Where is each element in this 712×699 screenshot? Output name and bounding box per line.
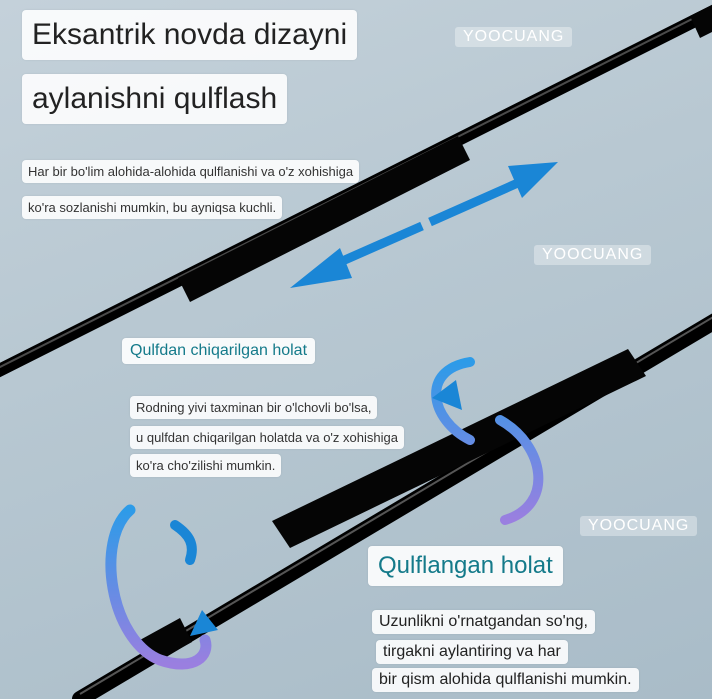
- watermark: YOOCUANG: [534, 245, 651, 265]
- intro-line-1: Har bir bo'lim alohida-alohida qulflanishi va o'z xohishiga: [22, 160, 359, 183]
- locked-line-1: Uzunlikni o'rnatgandan so'ng,: [372, 610, 595, 634]
- unlocked-line-3: ko'ra cho'zilishi mumkin.: [130, 454, 281, 477]
- unlocked-line-2: u qulfdan chiqarilgan holatda va o'z xohishiga: [130, 426, 404, 449]
- upper-telescopic-rod: [0, 5, 712, 375]
- locked-line-3: bir qism alohida qulflanishi mumkin.: [372, 668, 639, 692]
- unlocked-heading: Qulfdan chiqarilgan holat: [122, 338, 315, 364]
- intro-line-2: ko'ra sozlanishi mumkin, bu ayniqsa kuchli.: [22, 196, 282, 219]
- title-line-2: aylanishni qulflash: [22, 74, 287, 124]
- rod-joint: [690, 5, 712, 38]
- title-line-1: Eksantrik novda dizayni: [22, 10, 357, 60]
- unlocked-line-1: Rodning yivi taxminan bir o'lchovli bo'lsa,: [130, 396, 377, 419]
- locked-heading: Qulflangan holat: [368, 546, 563, 586]
- watermark: YOOCUANG: [455, 27, 572, 47]
- locked-line-2: tirgakni aylantiring va har: [376, 640, 568, 664]
- watermark: YOOCUANG: [580, 516, 697, 536]
